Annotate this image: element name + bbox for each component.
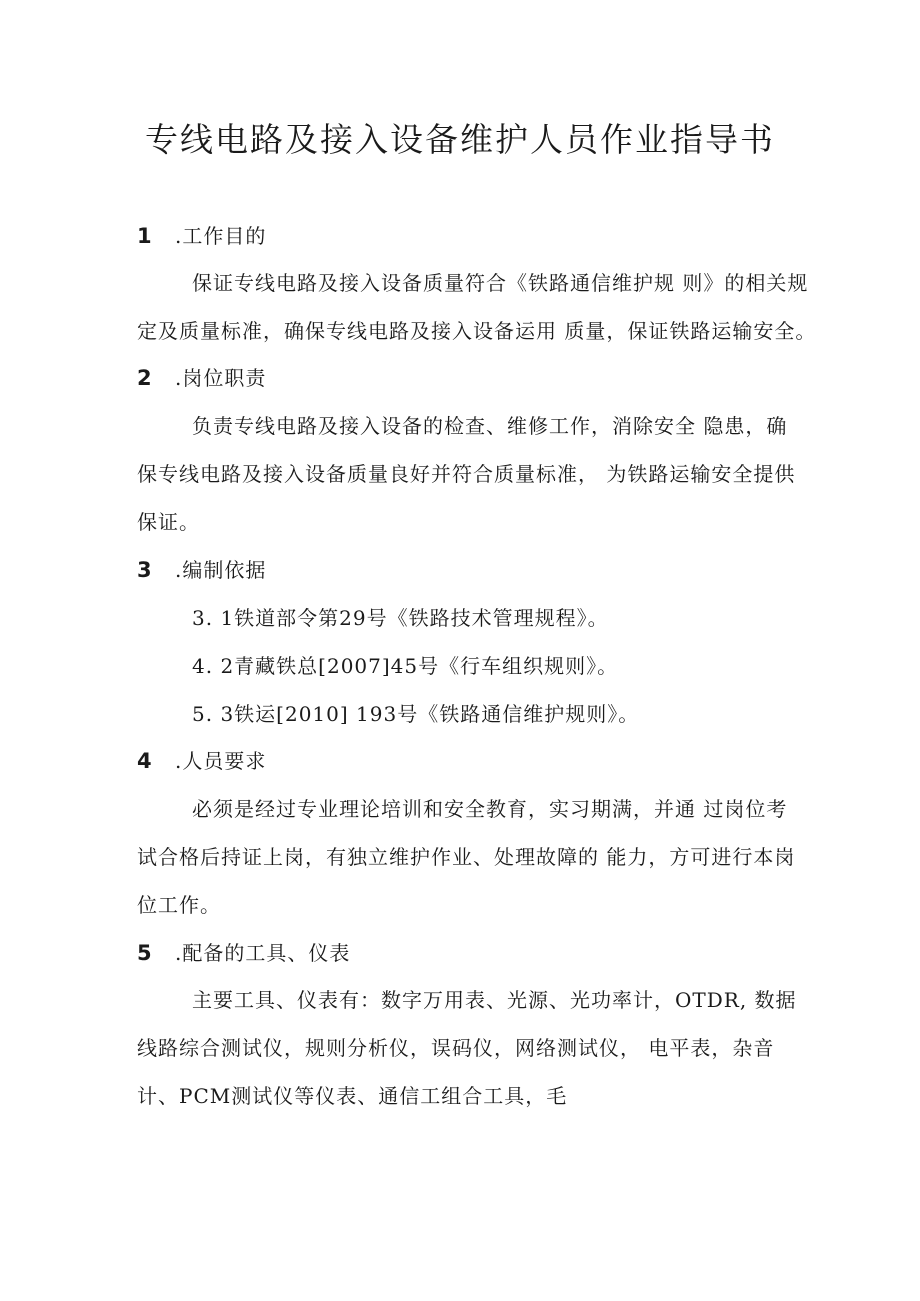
section-number: 4 (137, 749, 153, 773)
reference-item: 3. 1铁道部令第29号《铁路技术管理规程》。 (192, 606, 609, 630)
paragraph-line: 计、PCM测试仪等仪表、通信工组合工具，毛 (137, 1084, 568, 1108)
paragraph-line: 定及质量标准，确保专线电路及接入设备运用 质量，保证铁路运输安全。 (137, 319, 817, 343)
section-heading-4 (137, 746, 266, 776)
section-heading-1 (137, 221, 266, 251)
section-heading-text: .配备的工具、仪表 (175, 941, 351, 965)
paragraph-line: 保证专线电路及接入设备质量符合《铁路通信维护规 则》的相关规 (192, 271, 809, 295)
paragraph-line: 保专线电路及接入设备质量良好并符合质量标准， 为铁路运输安全提供 (137, 462, 796, 486)
section-heading-3 (137, 555, 266, 585)
document-title: 专线电路及接入设备维护人员作业指导书 (145, 120, 775, 159)
section-heading-text: .编制依据 (175, 558, 267, 582)
section-heading-text: .工作目的 (175, 224, 267, 248)
section-number: 3 (137, 558, 153, 582)
section-heading-5 (137, 938, 350, 968)
paragraph-line: 线路综合测试仪，规则分析仪，误码仪，网络测试仪， 电平表，杂音 (137, 1036, 775, 1060)
section-number: 1 (137, 224, 153, 248)
reference-item: 4. 2青藏铁总[2007]45号《行车组织规则》。 (192, 654, 619, 678)
paragraph-line: 试合格后持证上岗，有独立维护作业、处理故障的 能力，方可进行本岗 (137, 845, 796, 869)
section-heading-text: .岗位职责 (175, 366, 267, 390)
reference-item: 5. 3铁运[2010] 193号《铁路通信维护规则》。 (192, 702, 640, 726)
section-heading-text: .人员要求 (175, 749, 267, 773)
section-heading-2 (137, 363, 266, 393)
paragraph-line: 位工作。 (137, 893, 221, 917)
paragraph-line: 保证。 (137, 510, 200, 534)
paragraph-line: 主要工具、仪表有：数字万用表、光源、光功率计，OTDR, 数据 (192, 988, 797, 1012)
section-number: 2 (137, 366, 153, 390)
paragraph-line: 必须是经过专业理论培训和安全教育，实习期满，并通 过岗位考 (192, 797, 788, 821)
section-number: 5 (137, 941, 153, 965)
paragraph-line: 负责专线电路及接入设备的检查、维修工作，消除安全 隐患，确 (192, 414, 788, 438)
